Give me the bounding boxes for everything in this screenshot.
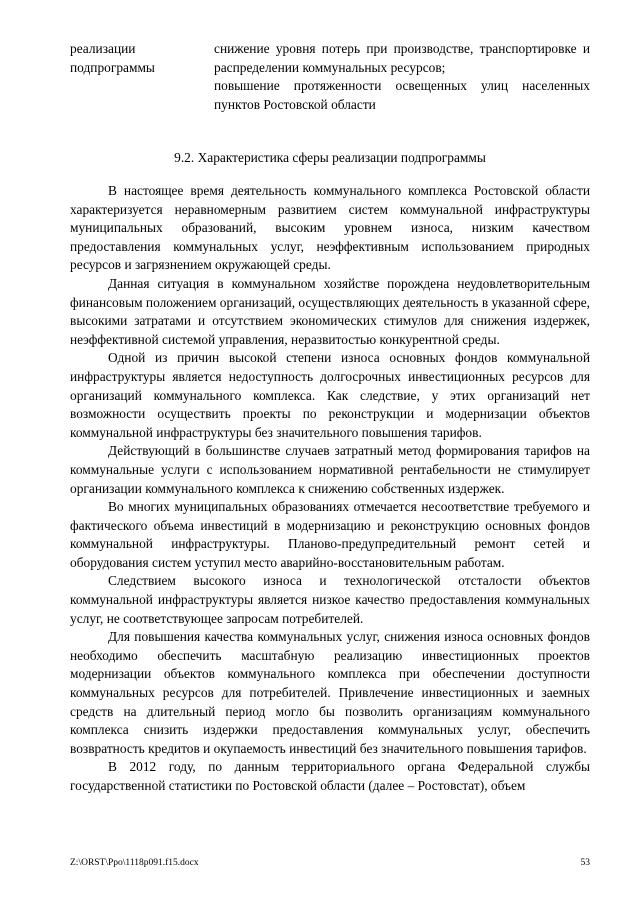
- page-footer: [70, 858, 590, 868]
- paragraph: Для повышения качества коммунальных услуг, снижения износа основных фондов необходимо обеспечить масштабную реализацию инвестиционных проектов модернизации объектов коммунального комплекса при обеспечении доступности коммунальных ресурсов для потребителей. Привлечение инвестиционных и заемных средств на длительный период могло бы позволить организациям коммунального комплекса снизить издержки предоставления коммунальных услуг, обеспечить возвратность кредитов и окупаемость инвестиций без значительного повышения тарифов.: [70, 629, 590, 756]
- paragraph: Действующий в большинстве случаев затратный метод формирования тарифов на коммунальные услуги с использованием нормативной рентабельности не стимулирует организации коммунального комплекса к снижению собственных издержек.: [70, 443, 590, 496]
- file-path: Z:\ORST\Ppo\1118p091.f15.docx: [70, 858, 199, 868]
- page-number: 53: [580, 858, 590, 868]
- paragraph: Данная ситуация в коммунальном хозяйстве порождена неудовлетворительным финансовым положением организаций, осуществляющих деятельность в указанной сфере, высокими затратами и отсутствием экономических стимулов для снижения издержек, неэффективной системой управления, неразвитостью конкурентной среды.: [70, 275, 590, 347]
- paragraph: Во многих муниципальных образованиях отмечается несоответствие требуемого и фактического объема инвестиций в модернизацию и реконструкцию основных фондов коммунальной инфраструктуры. Планово-предупредительный ремонт сетей и оборудования систем уступил место аварийно-восстановительным работам.: [70, 499, 590, 570]
- program-info-table: [70, 40, 590, 114]
- value-line: повышение протяженности освещенных улиц населенных пунктов Ростовской области: [214, 78, 590, 112]
- row-value: [214, 40, 590, 114]
- value-line: снижение уровня потерь при производстве, транспортировке и распределении коммунальных ресурсов;: [214, 41, 590, 75]
- paragraph: Одной из причин высокой степени износа основных фондов коммунальной инфраструктуры является недоступность долгосрочных инвестиционных ресурсов для организаций коммунального комплекса. Как следствие, у этих организаций нет возможности осуществить проекты по реконструкции и модернизации объектов коммунальной инфраструктуры без значительного повышения тарифов.: [70, 350, 590, 440]
- row-label: реализации подпрограммы: [70, 41, 155, 75]
- paragraph: Следствием высокого износа и технологической отсталости объектов коммунальной инфраструктуры является низкое качество предоставления коммунальных услуг, не соответствующее запросам потребителей.: [70, 573, 590, 626]
- body-text: [70, 182, 590, 796]
- table-row: [70, 40, 590, 114]
- section-heading: 9.2. Характеристика сферы реализации подпрограммы: [174, 150, 486, 165]
- paragraph: В настоящее время деятельность коммунального комплекса Ростовской области характеризуется неравномерным развитием систем коммунальной инфраструктуры муниципальных образований, высоким уровнем износа, низким качеством предоставления коммунальных услуг, неэффективным использованием природных ресурсов и загрязнением окружающей среды.: [70, 183, 590, 273]
- paragraph: В 2012 году, по данным территориального органа Федеральной службы государственной статистики по Ростовской области (далее – Ростовстат), объем: [70, 759, 590, 793]
